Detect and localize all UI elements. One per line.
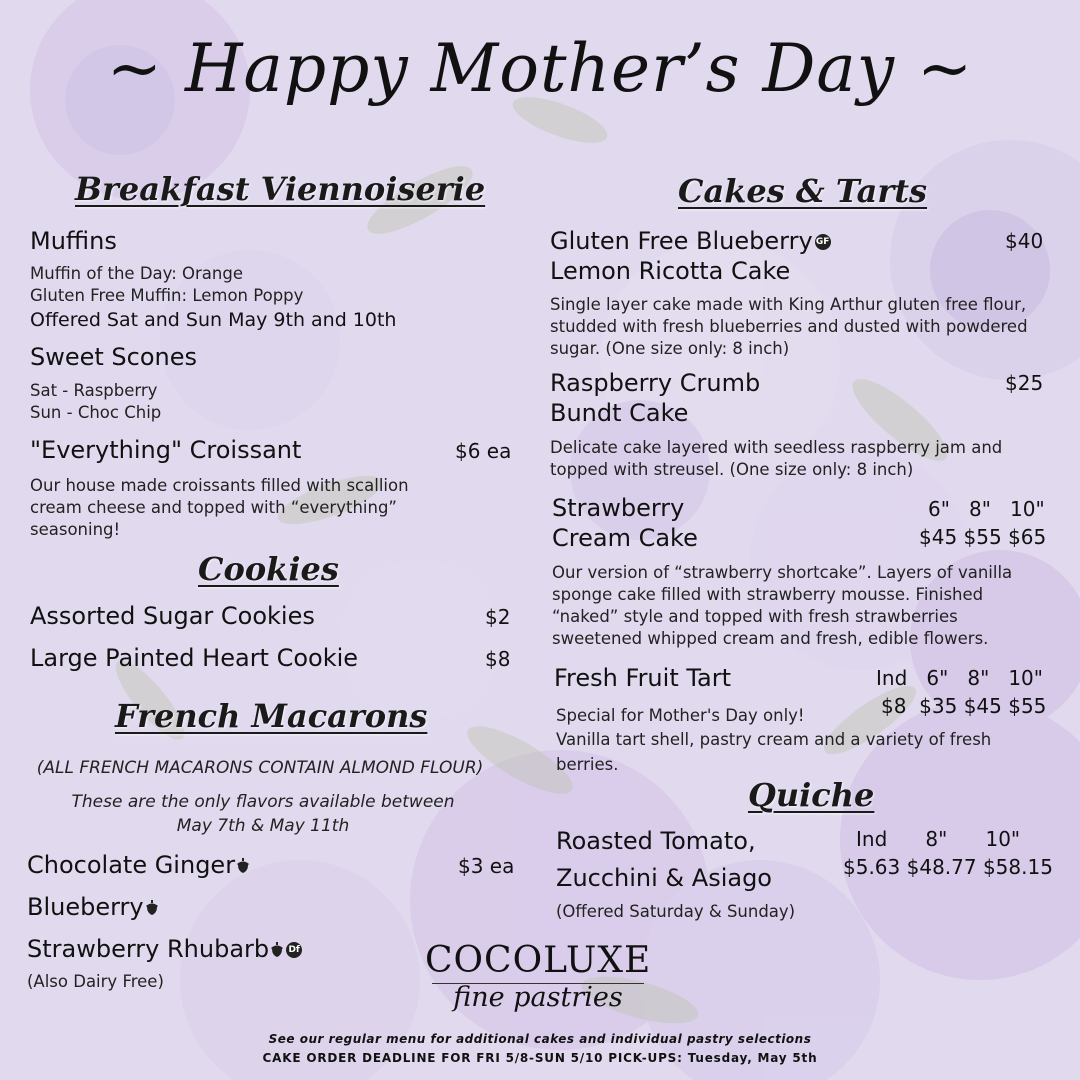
breakfast-heading: Breakfast Viennoiserie xyxy=(75,170,486,208)
macarons-almond-note: (ALL FRENCH MACARONS CONTAIN ALMOND FLOUR) xyxy=(36,758,484,778)
bundt-desc2: topped with streusel. (One size only: 8 inch) xyxy=(550,460,914,479)
heart-cookie-name: Large Painted Heart Cookie xyxy=(30,644,359,672)
gf-cake-name-label: Gluten Free Blueberry xyxy=(550,227,813,255)
cakes-heading: Cakes & Tarts xyxy=(678,172,928,210)
macaron-strawberry-rhubarb-label: Strawberry Rhubarb xyxy=(27,935,270,963)
fruit-tart-desc2: berries. xyxy=(556,755,619,774)
page-title: ~ Happy Mother’s Day ~ xyxy=(106,30,974,107)
strawberry-cake-sizes: 6" 8" 10" xyxy=(928,497,1045,521)
brand-logo: COCOLUXE xyxy=(425,940,652,981)
quiche-name-2: Zucchini & Asiago xyxy=(556,864,772,892)
scones-line2: Sun - Choc Chip xyxy=(30,403,162,422)
scones-line1: Sat - Raspberry xyxy=(30,381,158,400)
sugar-cookies-name: Assorted Sugar Cookies xyxy=(30,602,315,630)
croissant-desc1: Our house made croissants filled with scallion xyxy=(30,476,409,495)
gf-cake-price: $40 xyxy=(1005,229,1044,253)
quiche-heading: Quiche xyxy=(748,776,875,814)
strawberry-cake-desc3: “naked” style and topped with fresh strawberries xyxy=(552,607,958,626)
brand-tagline: fine pastries xyxy=(453,982,623,1013)
macaron-chocolate-ginger-label: Chocolate Ginger xyxy=(27,851,236,879)
quiche-note: (Offered Saturday & Sunday) xyxy=(556,902,796,921)
macaron-dairy-free-note: (Also Dairy Free) xyxy=(27,972,164,991)
strawberry-cake-desc1: Our version of “strawberry shortcake”. Layers of vanilla xyxy=(552,563,1013,582)
muffins-name: Muffins xyxy=(30,227,117,255)
fruit-tart-special: Special for Mother's Day only! xyxy=(556,706,805,725)
gf-cake-desc2: studded with fresh blueberries and dusted with powdered xyxy=(550,317,1028,336)
acorn-nut-icon xyxy=(145,894,159,922)
quiche-prices: $5.63 $48.77 $58.15 xyxy=(843,855,1053,879)
bundt-desc1: Delicate cake layered with seedless raspberry jam and xyxy=(550,438,1003,457)
fruit-tart-sizes: Ind 6" 8" 10" xyxy=(876,666,1043,690)
strawberry-cake-name-2: Cream Cake xyxy=(552,524,698,552)
strawberry-cake-prices: $45 $55 $65 xyxy=(919,525,1047,549)
fruit-tart-desc1: Vanilla tart shell, pastry cream and a variety of fresh xyxy=(556,730,992,749)
footer-deadline: CAKE ORDER DEADLINE FOR FRI 5/8-SUN 5/10 PICK-UPS: Tuesday, May 5th xyxy=(262,1051,818,1065)
macarons-heading: French Macarons xyxy=(115,697,428,735)
dairy-free-icon: Df xyxy=(286,942,302,958)
strawberry-cake-name-1: Strawberry xyxy=(552,494,685,522)
strawberry-cake-desc2: sponge cake filled with strawberry mousse. Finished xyxy=(552,585,984,604)
footer-note: See our regular menu for additional cakes and individual pastry selections xyxy=(268,1032,812,1046)
fruit-tart-prices: $8 $35 $45 $55 xyxy=(881,694,1047,718)
macaron-chocolate-ginger xyxy=(27,851,250,880)
acorn-nut-icon xyxy=(270,936,284,964)
acorn-nut-icon xyxy=(236,852,250,880)
gluten-free-icon: GF xyxy=(815,234,831,250)
quiche-name-1: Roasted Tomato, xyxy=(556,827,756,855)
macaron-blueberry-label: Blueberry xyxy=(27,893,144,921)
muffins-line3: Offered Sat and Sun May 9th and 10th xyxy=(30,309,397,331)
bundt-price: $25 xyxy=(1005,371,1044,395)
macaron-strawberry-rhubarb xyxy=(27,935,302,964)
strawberry-cake-desc4: sweetened whipped cream and fresh, edible flowers. xyxy=(552,629,989,648)
bundt-name-1: Raspberry Crumb xyxy=(550,369,761,397)
gf-cake-desc3: sugar. (One size only: 8 inch) xyxy=(550,339,790,358)
macarons-availability-1: These are the only flavors available between xyxy=(71,792,455,812)
quiche-sizes: Ind 8" 10" xyxy=(856,827,1021,851)
croissant-price: $6 ea xyxy=(455,439,512,463)
gf-cake-desc1: Single layer cake made with King Arthur gluten free flour, xyxy=(550,295,1027,314)
macarons-price: $3 ea xyxy=(458,854,515,878)
croissant-name: "Everything" Croissant xyxy=(30,436,302,464)
bundt-name-2: Bundt Cake xyxy=(550,399,689,427)
fruit-tart-name: Fresh Fruit Tart xyxy=(554,664,732,692)
heart-cookie-price: $8 xyxy=(485,647,511,671)
gf-cake-name-1 xyxy=(550,227,831,255)
croissant-desc2: cream cheese and topped with “everything” xyxy=(30,498,397,517)
croissant-desc3: seasoning! xyxy=(30,520,121,539)
muffins-line1: Muffin of the Day: Orange xyxy=(30,264,243,283)
sugar-cookies-price: $2 xyxy=(485,605,511,629)
scones-name: Sweet Scones xyxy=(30,343,198,371)
gf-cake-name-2: Lemon Ricotta Cake xyxy=(550,257,791,285)
macaron-blueberry xyxy=(27,893,159,922)
macarons-availability-2: May 7th & May 11th xyxy=(176,816,350,836)
cookies-heading: Cookies xyxy=(198,550,339,588)
muffins-line2: Gluten Free Muffin: Lemon Poppy xyxy=(30,286,304,305)
